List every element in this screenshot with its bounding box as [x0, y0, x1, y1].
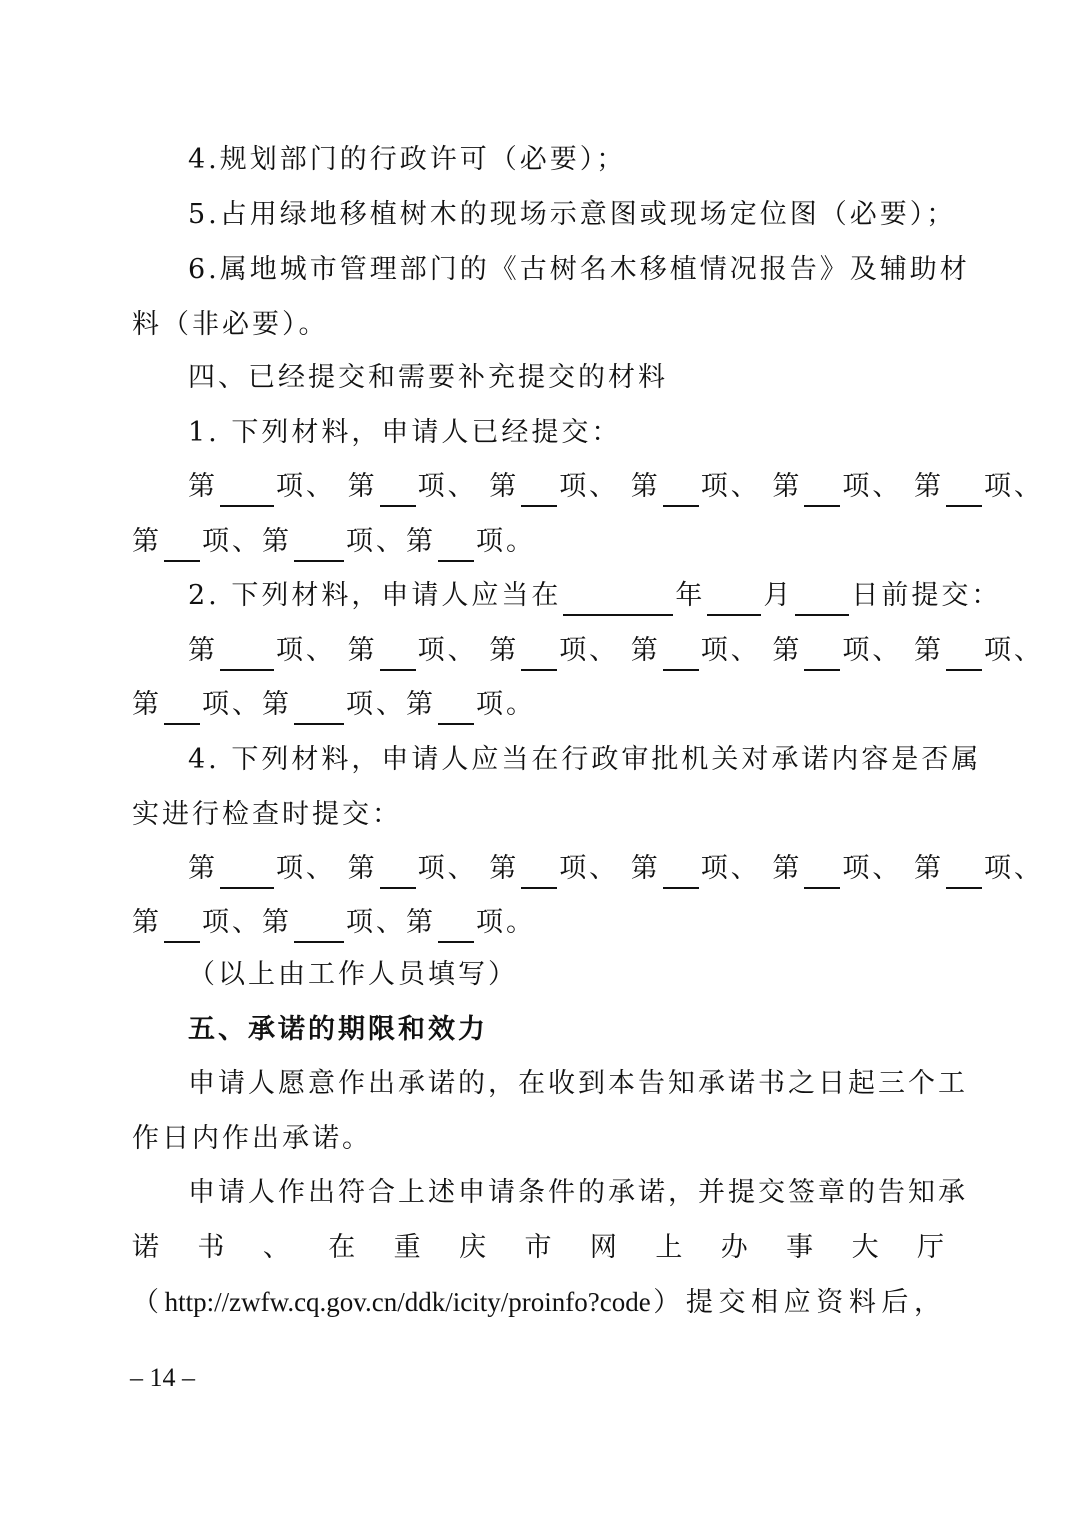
blank-field[interactable]	[438, 911, 474, 943]
blank-field[interactable]	[220, 475, 274, 507]
section-heading: 四、已经提交和需要补充提交的材料	[188, 362, 668, 393]
blank-field[interactable]	[804, 857, 840, 889]
blank-field[interactable]	[663, 639, 699, 671]
text-line: 料（非必要）。	[132, 309, 329, 340]
text-line: 作日内作出承诺。	[132, 1123, 372, 1154]
blank-field[interactable]	[521, 857, 557, 889]
page-number: – 14 –	[130, 1363, 195, 1392]
fill-in-row: 第 项、 第 项、 第 项、 第 项、 第 项、 第 项、	[188, 631, 944, 671]
fill-in-row: 第 项、第 项、第 项。	[132, 903, 944, 943]
blank-field[interactable]	[663, 857, 699, 889]
blank-field[interactable]	[294, 693, 344, 725]
blank-field[interactable]	[946, 475, 982, 507]
deadline-line: 2. 下列材料，申请人应当在 年 月 日前提交：	[188, 576, 944, 616]
fill-in-row: 第 项、 第 项、 第 项、 第 项、 第 项、 第 项、	[188, 849, 944, 889]
text-line: （http://zwfw.cq.gov.cn/ddk/icity/proinfo?code）提交相应资料后，	[132, 1287, 945, 1318]
blank-field[interactable]	[380, 857, 416, 889]
text-line: 5.占用绿地移植树木的现场示意图或现场定位图（必要）；	[188, 199, 957, 230]
month-blank[interactable]	[707, 584, 761, 616]
blank-field[interactable]	[663, 475, 699, 507]
blank-field[interactable]	[220, 639, 274, 671]
text-line: 诺书、在重庆市网上办事大厅	[132, 1232, 944, 1263]
year-blank[interactable]	[563, 584, 673, 616]
text-line: 6.属地城市管理部门的《古树名木移植情况报告》及辅助材	[188, 254, 970, 285]
blank-field[interactable]	[164, 911, 200, 943]
website-link[interactable]: http://zwfw.cq.gov.cn/ddk/icity/proinfo?code	[164, 1287, 651, 1317]
blank-field[interactable]	[946, 639, 982, 671]
text-line: 申请人作出符合上述申请条件的承诺，并提交签章的告知承	[188, 1177, 968, 1208]
blank-field[interactable]	[164, 530, 200, 562]
blank-field[interactable]	[220, 857, 274, 889]
blank-field[interactable]	[438, 530, 474, 562]
blank-field[interactable]	[804, 475, 840, 507]
text-line: 4.规划部门的行政许可（必要）；	[188, 144, 627, 175]
blank-field[interactable]	[521, 639, 557, 671]
blank-field[interactable]	[380, 639, 416, 671]
day-blank[interactable]	[795, 584, 849, 616]
fill-in-row: 第 项、第 项、第 项。	[132, 685, 944, 725]
blank-field[interactable]	[438, 693, 474, 725]
blank-field[interactable]	[294, 911, 344, 943]
blank-field[interactable]	[380, 475, 416, 507]
fill-in-row: 第 项、 第 项、 第 项、 第 项、 第 项、 第 项、	[188, 467, 944, 507]
note-line: （以上由工作人员填写）	[188, 959, 518, 990]
blank-field[interactable]	[946, 857, 982, 889]
section-heading: 五、承诺的期限和效力	[188, 1014, 488, 1045]
text-line: 申请人愿意作出承诺的，在收到本告知承诺书之日起三个工	[188, 1068, 968, 1099]
fill-in-row: 第 项、第 项、第 项。	[132, 522, 944, 562]
blank-field[interactable]	[294, 530, 344, 562]
blank-field[interactable]	[164, 693, 200, 725]
blank-field[interactable]	[521, 475, 557, 507]
text-line: 4. 下列材料，申请人应当在行政审批机关对承诺内容是否属	[188, 744, 982, 775]
text-line: 实进行检查时提交：	[132, 799, 402, 830]
text-line: 1. 下列材料，申请人已经提交：	[188, 417, 622, 448]
blank-field[interactable]	[804, 639, 840, 671]
